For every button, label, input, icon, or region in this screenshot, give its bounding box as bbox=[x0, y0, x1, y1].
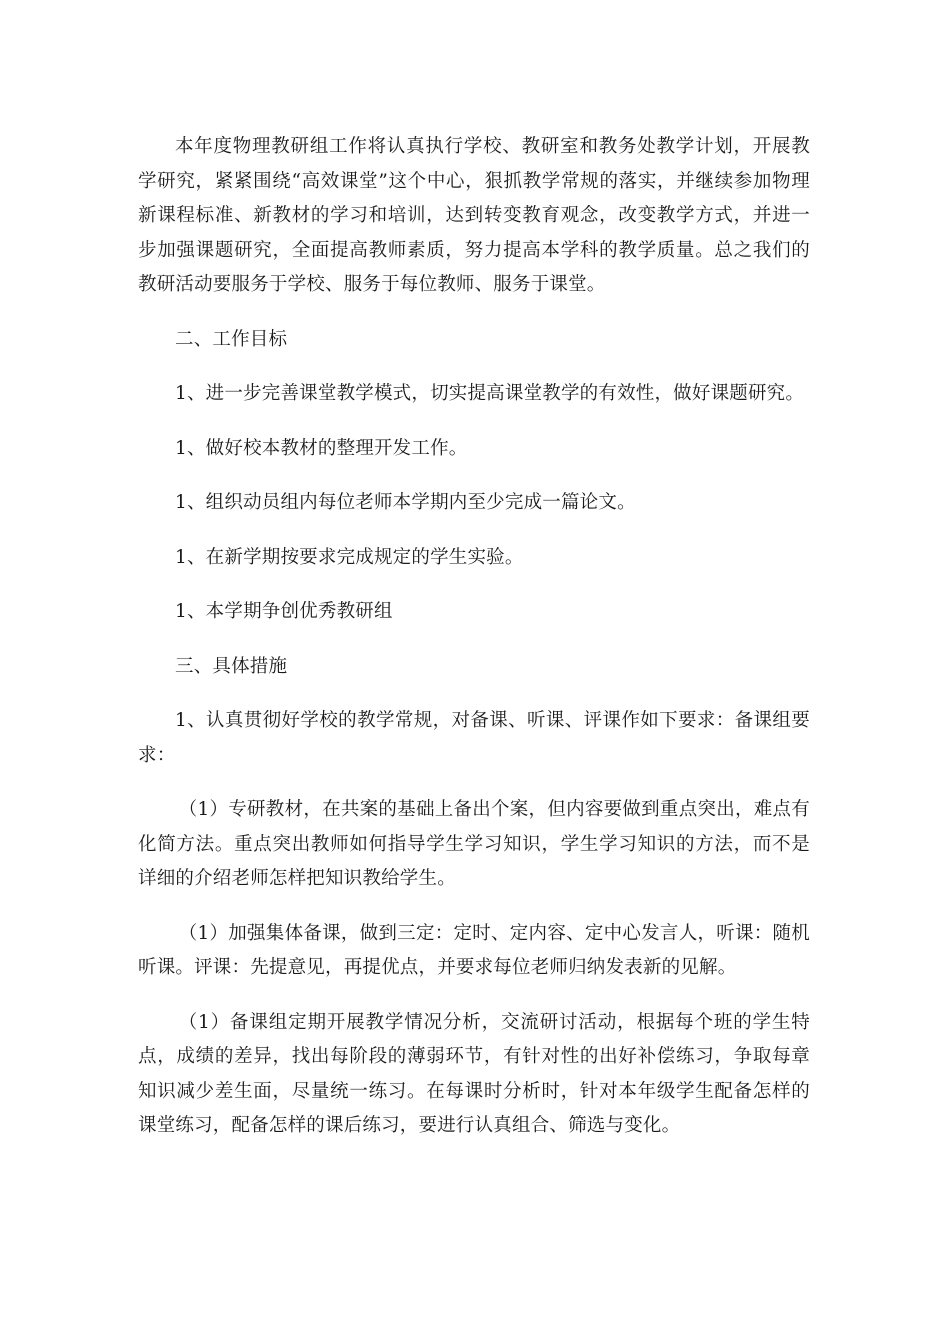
goal-item: 1、组织动员组内每位老师本学期内至少完成一篇论文。 bbox=[175, 492, 636, 513]
measure-subitem: （1）备课组定期开展教学情况分析，交流研讨活动，根据每个班的学生特点，成绩的差异，找出每阶段的薄弱环节，有针对性的出好补偿练习，争取每章知识减少差生面，尽量统一练习。在每课时分析时，针对本年级学生配备怎样的课堂练习，配备怎样的课后练习，要进行认真组合、筛选与变化。 bbox=[138, 1011, 810, 1136]
measure-subitem: （1）加强集体备课，做到三定：定时、定内容、定中心发言人，听课：随机听课。评课：先提意见，再提优点，并要求每位老师归纳发表新的见解。 bbox=[138, 922, 810, 978]
goal-item: 1、做好校本教材的整理开发工作。 bbox=[175, 437, 468, 459]
document-body bbox=[138, 130, 810, 1164]
section-heading-measures: 三、具体措施 bbox=[175, 655, 288, 677]
goal-item: 1、在新学期按要求完成规定的学生实验。 bbox=[175, 546, 524, 568]
measure-item: 1、认真贯彻好学校的教学常规，对备课、听课、评课作如下要求：备课组要求： bbox=[138, 710, 810, 766]
intro-paragraph: 本年度物理教研组工作将认真执行学校、教研室和教务处教学计划，开展教学研究，紧紧围绕“高效课堂”这个中心，狠抓教学常规的落实，并继续参加物理新课程标准、新教材的学习和培训，达到转变教育观念，改变教学方式，并进一步加强课题研究，全面提高教师素质，努力提高本学科的教学质量。总之我们的教研活动要服务于学校、服务于每位教师、服务于课堂。 bbox=[138, 136, 810, 295]
section-heading-goals: 二、工作目标 bbox=[175, 328, 288, 350]
measure-subitem: （1）专研教材，在共案的基础上备出个案，但内容要做到重点突出，难点有化简方法。重点突出教师如何指导学生学习知识，学生学习知识的方法，而不是详细的介绍老师怎样把知识教给学生。 bbox=[138, 799, 810, 889]
goal-item: 1、进一步完善课堂教学模式，切实提高课堂教学的有效性，做好课题研究。 bbox=[175, 383, 805, 404]
goal-item: 1、本学期争创优秀教研组 bbox=[175, 601, 393, 622]
